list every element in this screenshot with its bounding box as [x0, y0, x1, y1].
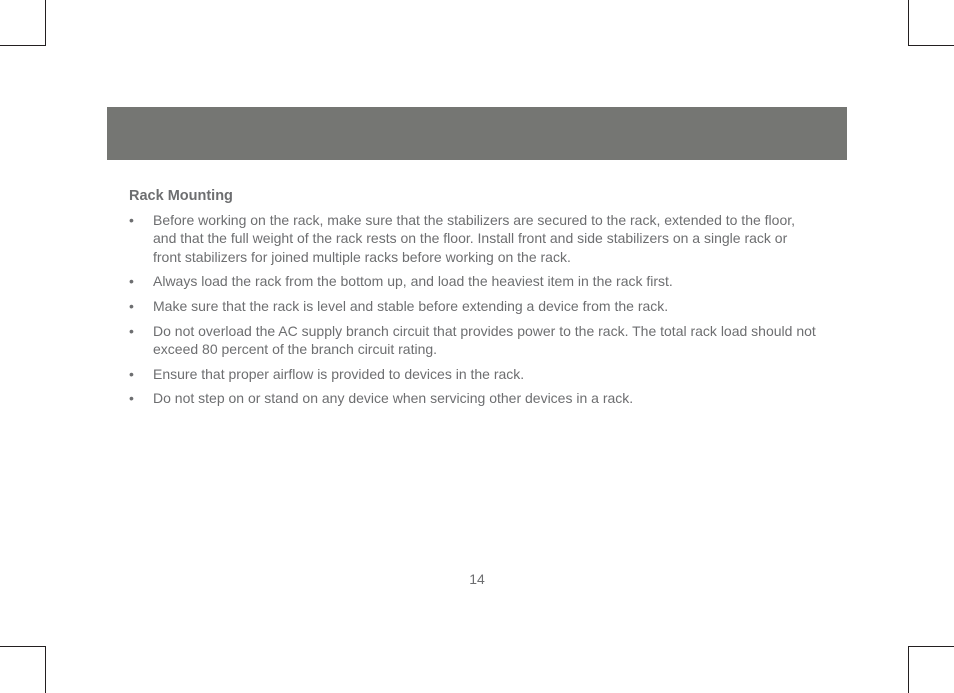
list-item [129, 297, 819, 315]
bullet-icon: • [129, 322, 134, 339]
list-item [129, 211, 819, 266]
bullet-icon: • [129, 365, 134, 382]
list-item-text: Before working on the rack, make sure that the stabilizers are secured to the rack, extended to the floor, and that the full weight of the rack rests on the floor. Install front and side stabilizers on a single rack or front stabilizers for joined multiple racks before working on the rack. [153, 212, 796, 265]
list-item [129, 322, 819, 359]
list-item-text: Ensure that proper airflow is provided to devices in the rack. [153, 365, 525, 382]
bullet-icon: • [129, 297, 134, 314]
list-item-text: Do not overload the AC supply branch circuit that provides power to the rack. The total rack load should not exceed 80 percent of the branch circuit rating. [153, 322, 816, 357]
list-item-text: Do not step on or stand on any device when servicing other devices in a rack. [153, 390, 634, 407]
page-number: 14 [469, 571, 485, 587]
bullet-icon: • [129, 273, 134, 290]
crop-mark-top-left-horizontal [0, 45, 46, 46]
crop-mark-top-left-vertical [45, 0, 46, 46]
crop-mark-bottom-right-horizontal [908, 646, 954, 647]
safety-bullet-list [129, 211, 819, 414]
header-band [107, 107, 847, 160]
crop-mark-top-right-vertical [908, 0, 909, 46]
crop-mark-bottom-right-vertical [908, 646, 909, 693]
bullet-icon: • [129, 212, 134, 228]
list-item [129, 272, 819, 290]
list-item [129, 389, 819, 407]
crop-mark-top-right-horizontal [908, 45, 954, 46]
list-item [129, 365, 819, 383]
list-item-text: Make sure that the rack is level and stable before extending a device from the rack. [153, 297, 669, 314]
list-item-text: Always load the rack from the bottom up, and load the heaviest item in the rack first. [153, 273, 673, 290]
section-heading: Rack Mounting [129, 188, 233, 204]
crop-mark-bottom-left-vertical [45, 646, 46, 693]
bullet-icon: • [129, 390, 134, 407]
crop-mark-bottom-left-horizontal [0, 646, 46, 647]
